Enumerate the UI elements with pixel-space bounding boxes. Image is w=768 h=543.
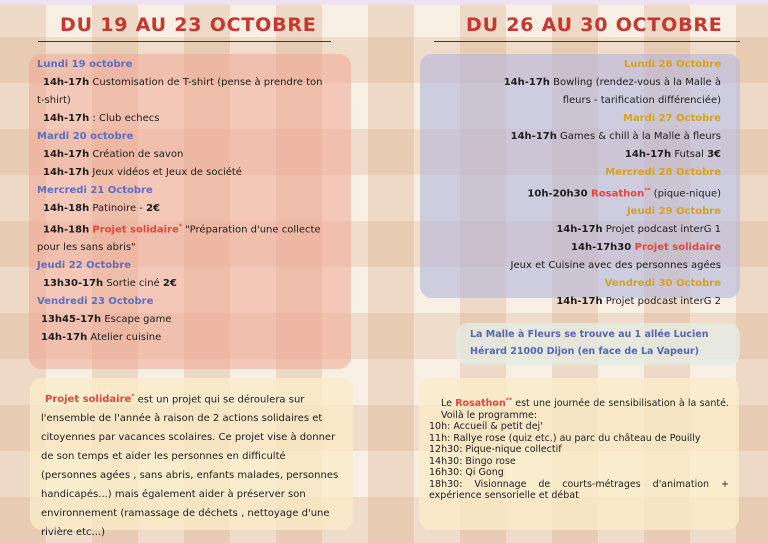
event-line: 14h-17h Projet podcast interG 1 xyxy=(556,224,721,236)
rosathon-item: 10h: Accueil & petit dej' xyxy=(429,421,543,433)
day-label: Vendredi 23 Octobre xyxy=(37,296,154,308)
event-line: 14h-17h Projet podcast interG 2 xyxy=(556,296,721,308)
rosathon-item: 14h30: Bingo rose xyxy=(429,455,516,467)
rosathon-description: Le Rosathon** est une journée de sensibilisation à la santé. Voilà le programme: 10h: Accueil & petit dej' 11h: Rallye rose (quiz etc.) au parc du château de Pouilly 12h30: Pique-nique collectif 14h30: Bingo rose 16h30: Qi Gong 18h30: Visionnage de courts-métrages d'animation + expérience sensorielle et débat xyxy=(429,397,729,502)
location-info: La Malle à Fleurs se trouve au 1 allée Lucien Hérard 21000 Dijon (en face de La Vapeur) xyxy=(470,329,709,357)
day-label: Mercredi 28 Octobre xyxy=(605,167,721,178)
day-label: Mercredi 21 Octobre xyxy=(37,185,153,196)
event-line: 14h-17h Atelier cuisine xyxy=(41,332,162,344)
event-line: 14h-17h Création de savon xyxy=(43,149,184,160)
event-line: fleurs - tarification différenciée) xyxy=(562,95,721,106)
event-line: 14h-17h Jeux vidéos et Jeux de société xyxy=(43,167,242,178)
event-line: t-shirt) xyxy=(37,95,71,106)
event-line: 14h-18h Patinoire - 2€ xyxy=(43,203,160,214)
day-label: Lundi 19 octobre xyxy=(37,59,133,70)
event-line: 13h45-17h Escape game xyxy=(41,314,172,326)
event-line: 14h-17h Bowling (rendez-vous à la Malle à xyxy=(503,77,721,88)
rosathon-item: 18h30: Visionnage de courts-métrages d'animation + expérience sensorielle et débat xyxy=(429,478,729,502)
day-label: Lundi 26 Octobre xyxy=(623,59,721,70)
event-line: 13h30-17h Sortie ciné 2€ xyxy=(43,278,177,290)
solidaire-description: Projet solidaire* est un projet qui se déroulera sur l'ensemble de l'année à raison de 2 actions solidaires et citoyennes par vacances scolaires. Ce projet vise à donner de son temps et aider les personnes en difficulté (personnes agées , sans abris, enfants malades, personnes handicapés...) mais également aider à préserver son environnement (ramassage de déchets , nettoyage d'une rivière etc...) xyxy=(41,393,339,539)
event-line: 14h-17h Customisation de T-shirt (pense à prendre ton xyxy=(43,77,323,88)
event-line: pour les sans abris" xyxy=(37,242,136,254)
left-schedule xyxy=(37,56,342,347)
day-label: Jeudi 22 Octobre xyxy=(37,260,132,272)
day-label: Mardi 20 octobre xyxy=(37,131,134,142)
left-title-rule xyxy=(38,41,331,42)
right-week-title: DU 26 AU 30 OCTOBRE xyxy=(466,14,723,36)
right-title-rule xyxy=(434,41,740,42)
left-week-title: DU 19 AU 23 OCTOBRE xyxy=(60,14,317,36)
rosathon-item: 12h30: Pique-nique collectif xyxy=(429,444,562,456)
event-line: Jeux et Cuisine avec des personnes agées xyxy=(510,260,721,272)
event-line: 10h-20h30 Rosathon** (pique-nique) xyxy=(527,187,721,200)
event-line: 14h-17h Games & chill à la Malle à fleurs xyxy=(510,131,721,142)
rosathon-item: 16h30: Qi Gong xyxy=(429,467,504,479)
event-line: 14h-17h30 Projet solidaire xyxy=(571,242,721,254)
event-line: 14h-17h : Club echecs xyxy=(43,113,160,124)
day-label: Mardi 27 Octobre xyxy=(622,113,721,124)
event-line: 14h-18h Projet solidaire* "Préparation d'une collecte xyxy=(43,223,321,236)
event-line: 14h-17h Futsal 3€ xyxy=(624,149,721,160)
right-schedule xyxy=(428,56,721,311)
top-bar xyxy=(0,0,768,5)
rosathon-item: 11h: Rallye rose (quiz etc.) au parc du château de Pouilly xyxy=(429,432,701,444)
day-label: Vendredi 30 Octobre xyxy=(604,278,721,290)
day-label: Jeudi 29 Octobre xyxy=(626,206,721,218)
